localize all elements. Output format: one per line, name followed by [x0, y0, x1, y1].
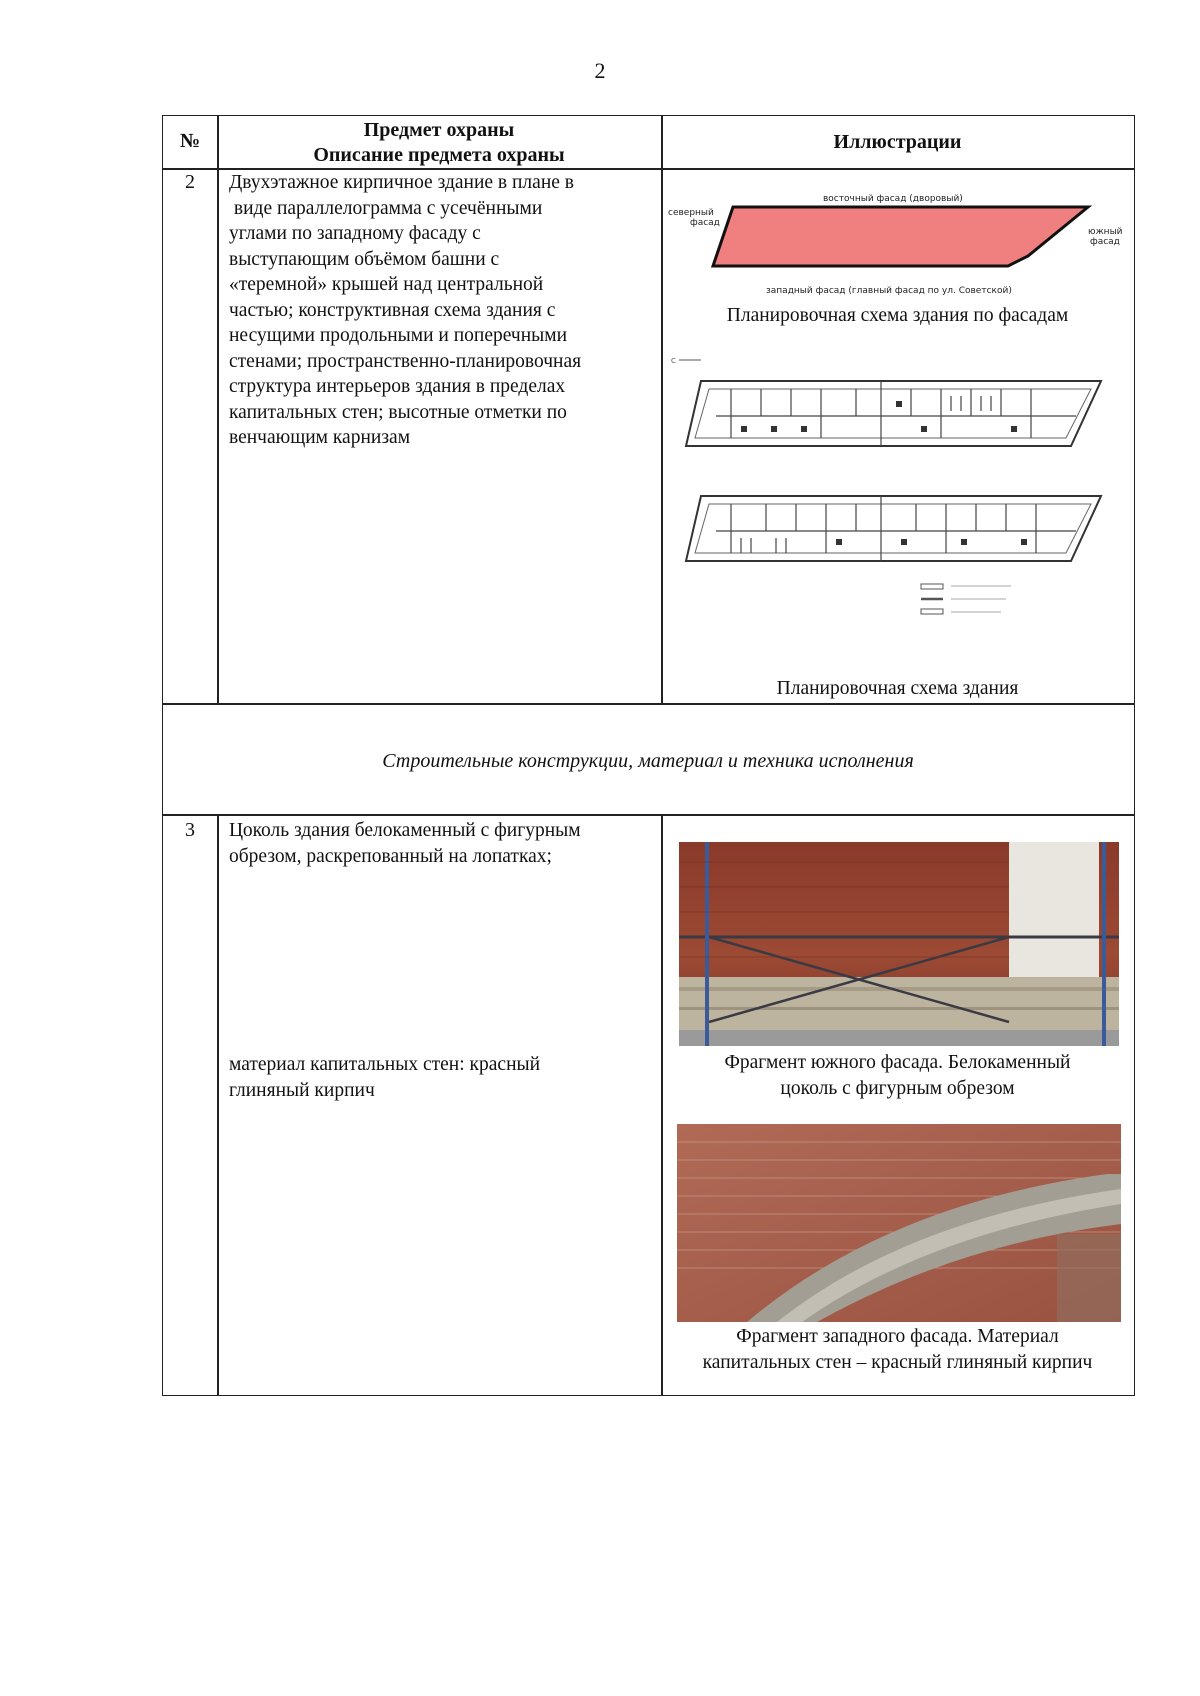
row3-number: 3 [185, 819, 195, 841]
row3-desc-line: глиняный кирпич [229, 1079, 375, 1101]
label-north-facade-1: северный [668, 208, 714, 218]
caption-line: Фрагмент западного фасада. Материал [736, 1326, 1059, 1347]
row2-desc-line: выступающим объёмом башни с [229, 248, 500, 270]
row2-desc-line: виде параллелограмма с усечёнными [229, 197, 543, 219]
row3-caption1 [661, 1050, 1134, 1101]
label-south-facade-2: фасад [1090, 237, 1120, 247]
header-illustrations: Иллюстрации [833, 131, 962, 153]
col-divider-2 [661, 116, 663, 703]
row2-desc-line: капитальных стен; высотные отметки по [229, 401, 567, 423]
row3-desc-line: обрезом, раскрепованный на лопатках; [229, 845, 552, 867]
label-east-facade: восточный фасад (дворовый) [823, 194, 963, 204]
floor-plan-2-image [671, 476, 1126, 626]
label-west-facade: западный фасад (главный фасад по ул. Советской) [766, 286, 1012, 296]
south-facade-photo [679, 842, 1119, 1046]
header-subject-line2: Описание предмета охраны [313, 144, 565, 166]
row3-desc-line: Цоколь здания белокаменный с фигурным [229, 820, 581, 841]
row2-number: 2 [185, 171, 195, 193]
row3-description-1 [229, 818, 649, 869]
row2-bottom-line [163, 703, 1134, 705]
header-num: № [179, 130, 201, 152]
row2-desc-line: несущими продольными и поперечными [229, 325, 568, 346]
row2-desc-line: венчающим карнизам [229, 427, 411, 448]
section-title: Строительные конструкции, материал и техника исполнения [382, 750, 914, 772]
col-divider-2b [661, 814, 663, 1395]
header-subject [217, 118, 661, 168]
label-south-facade-1: южный [1088, 227, 1123, 237]
header-subject-line1: Предмет охраны [363, 119, 515, 141]
facade-diagram [668, 191, 1128, 301]
building-footprint-shape [713, 207, 1088, 266]
row2-desc-line: «теремной» крышей над центральной [229, 274, 544, 295]
label-north-facade-2: фасад [690, 218, 720, 228]
row2-description [229, 170, 649, 451]
svg-text:С: С [671, 357, 676, 365]
caption-line: цоколь с фигурным обрезом [780, 1077, 1015, 1099]
caption-line: капитальных стен – красный глиняный кирпич [702, 1351, 1093, 1373]
row2-desc-line: структура интерьеров здания в пределах [229, 376, 566, 397]
row2-caption1: Планировочная схема здания по фасадам [726, 305, 1069, 326]
row2-desc-line: углами по западному фасаду с [229, 223, 481, 244]
page-number: 2 [594, 58, 606, 83]
floor-plan-1-image [671, 356, 1126, 471]
section-bottom-line [163, 814, 1134, 816]
row2-desc-line: стенами; пространственно-планировочная [229, 350, 582, 372]
row3-caption2 [661, 1324, 1134, 1375]
row2-desc-line: Двухэтажное кирпичное здание в плане в [229, 172, 574, 193]
row3-description-2 [229, 1052, 649, 1103]
row3-desc-line: материал капитальных стен: красный [229, 1054, 541, 1075]
west-facade-photo [677, 1124, 1121, 1322]
protection-table [162, 115, 1135, 1396]
row2-caption2: Планировочная схема здания [776, 678, 1019, 699]
col-divider-1 [217, 116, 219, 703]
row2-desc-line: частью; конструктивная схема здания с [229, 299, 556, 321]
col-divider-1b [217, 814, 219, 1395]
caption-line: Фрагмент южного фасада. Белокаменный [724, 1052, 1071, 1073]
